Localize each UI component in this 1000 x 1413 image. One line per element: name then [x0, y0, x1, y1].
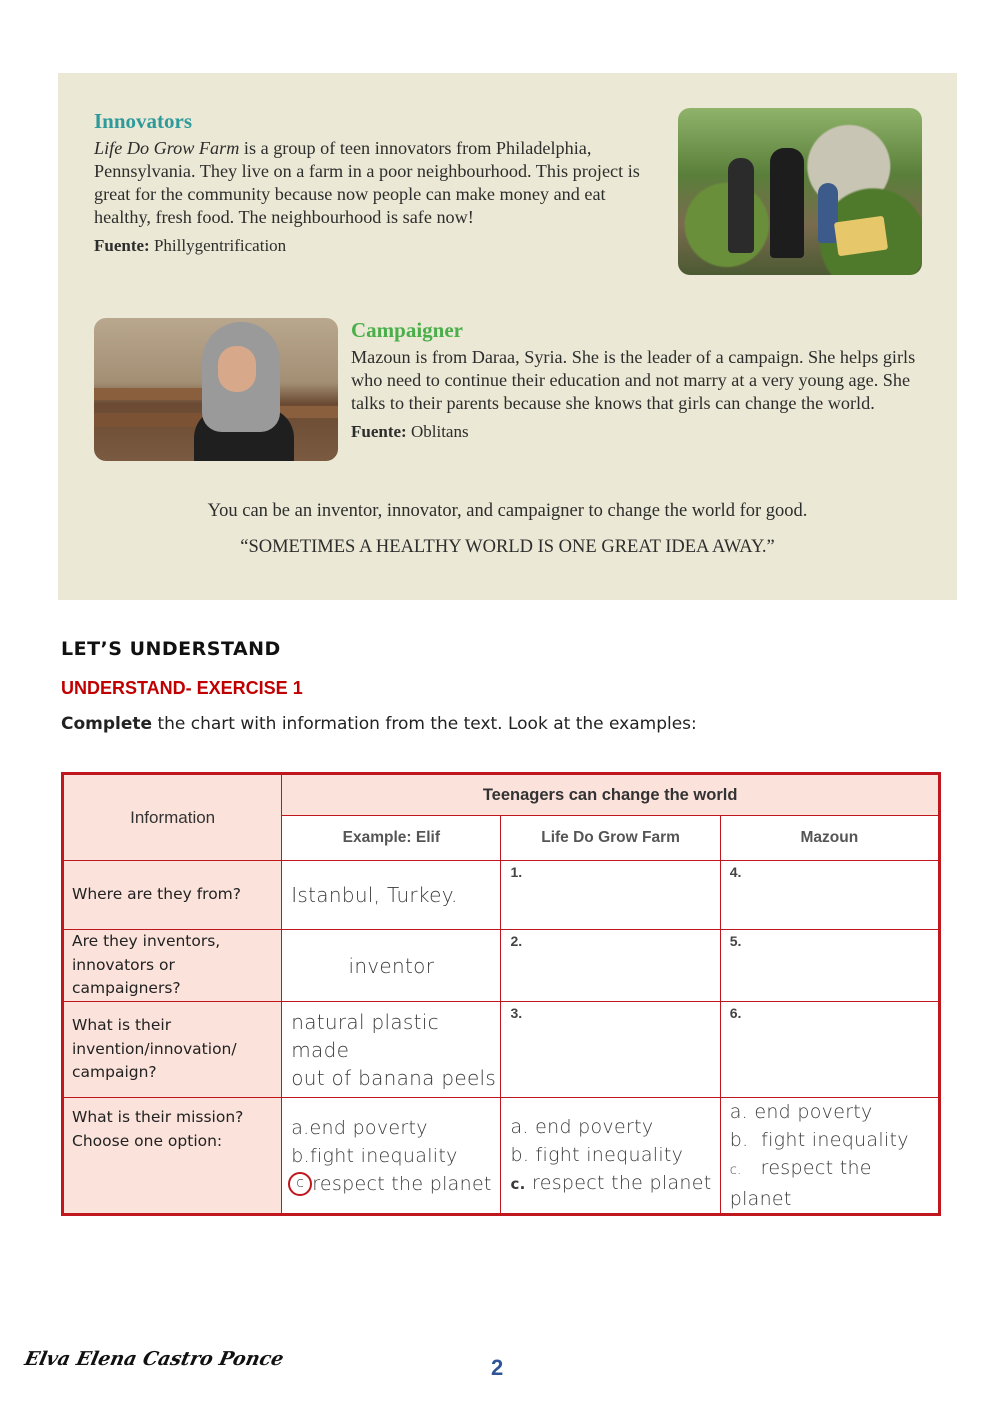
example-invention-text — [282, 1008, 500, 1092]
answer-number-2: 2. — [510, 933, 523, 949]
campaigner-source — [351, 420, 926, 443]
section-title: LET’S UNDERSTAND — [61, 638, 281, 660]
example-option-a: a.end poverty — [291, 1116, 428, 1139]
question-invention: What is their invention/innovation/ campaign? — [63, 1002, 282, 1098]
mazoun-mission-options — [720, 1098, 939, 1215]
campaigner-title: Campaigner — [351, 318, 463, 342]
example-answer-from — [282, 861, 501, 930]
innovators-text — [94, 137, 664, 257]
example-name: Elif — [415, 829, 441, 846]
answer-number-5: 5. — [729, 933, 742, 949]
example-prefix: Example: — [342, 829, 416, 846]
example-from-text: Istanbul, Turkey. — [291, 883, 458, 907]
mazoun-options-list — [721, 1098, 938, 1213]
answer-cell-5[interactable] — [720, 930, 939, 1002]
innovators-body: is a group of teen innovators from Philadelphia, Pennsylvania. They live on a farm in a poor neighbourhood. This project is great for the community because now people can make money and eat healthy, fresh food. The neighbourhood is safe now! — [94, 138, 640, 227]
innovators-source-label: Fuente: — [94, 236, 150, 255]
col2-label: Life Do Grow Farm — [541, 829, 680, 846]
answer-cell-1[interactable] — [501, 861, 720, 930]
example-mission-options — [282, 1098, 501, 1215]
instruction — [61, 714, 697, 734]
example-option-b: b.fight inequality — [291, 1144, 458, 1167]
innovators-title: Innovators — [94, 109, 193, 133]
reading-panel — [58, 73, 957, 600]
answer-cell-3[interactable] — [501, 1002, 720, 1098]
campaigner-photo — [94, 318, 338, 461]
farm-option-b[interactable]: b. fight inequality — [510, 1144, 684, 1166]
col-header-mazoun — [720, 816, 939, 861]
answer-cell-6[interactable] — [720, 1002, 939, 1098]
col3-label: Mazoun — [800, 829, 859, 846]
question-from: Where are they from? — [63, 861, 282, 930]
campaigner-body: Mazoun is from Daraa, Syria. She is the leader of a campaign. She helps girls who need to continue their education and not marry at a very young age. She talks to their parents because she knows that girls can change the world. — [351, 347, 916, 413]
instruction-bold: Complete — [61, 714, 153, 734]
campaigner-source-label: Fuente: — [351, 422, 407, 441]
farm-mission-options — [501, 1098, 720, 1215]
farm-options-list — [501, 1113, 719, 1198]
mazoun-option-b[interactable]: b. fight inequality — [729, 1129, 909, 1151]
farm-photo — [678, 108, 922, 275]
question-mission-line1: What is their mission? — [72, 1108, 244, 1126]
exercise-title: UNDERSTAND- EXERCISE 1 — [61, 678, 303, 698]
farm-option-a[interactable]: a. end poverty — [510, 1116, 654, 1138]
answer-cell-4[interactable] — [720, 861, 939, 930]
example-options-list — [282, 1114, 500, 1198]
information-header: Information — [63, 774, 282, 861]
campaigner-text — [351, 346, 926, 443]
innovators-source — [94, 234, 664, 257]
farm-option-c[interactable]: c. respect the planet — [510, 1172, 712, 1194]
mazoun-option-a[interactable]: a. end poverty — [729, 1101, 873, 1123]
answer-number-3: 3. — [510, 1005, 523, 1021]
quote: “SOMETIMES A HEALTHY WORLD IS ONE GREAT IDEA AWAY.” — [240, 537, 775, 557]
page-number: 2 — [491, 1355, 504, 1380]
circled-answer-icon: c — [288, 1172, 312, 1196]
example-invention-line2: out of banana peels — [291, 1065, 497, 1090]
question-type: Are they inventors, innovators or campaigners? — [63, 930, 282, 1002]
innovators-name: Life Do Grow Farm — [94, 138, 240, 158]
question-mission-line2: Choose one option: — [72, 1131, 223, 1150]
col-header-life-do-grow-farm — [501, 816, 720, 861]
example-invention-line1: natural plastic made — [291, 1009, 439, 1062]
example-column-header — [282, 816, 501, 861]
example-option-c: c respect the planet — [291, 1170, 500, 1198]
answer-number-1: 1. — [510, 864, 523, 880]
campaigner-source-value: Oblitans — [406, 422, 469, 441]
answer-number-6: 6. — [729, 1005, 742, 1021]
question-mission — [63, 1098, 282, 1215]
example-type-text: inventor — [348, 953, 435, 978]
group-header: Teenagers can change the world — [282, 774, 940, 816]
innovators-source-value: Phillygentrification — [149, 236, 287, 255]
example-answer-type — [282, 930, 501, 1002]
closing-line: You can be an inventor, innovator, and campaigner to change the world for good. — [207, 501, 808, 521]
example-answer-invention — [282, 1002, 501, 1098]
instruction-rest: the chart with information from the text. Look at the examples: — [152, 714, 697, 734]
answer-number-4: 4. — [729, 864, 742, 880]
exercise-chart — [61, 772, 941, 1216]
answer-cell-2[interactable] — [501, 930, 720, 1002]
author-signature: Elva Elena Castro Ponce — [22, 1348, 286, 1370]
mazoun-option-c[interactable]: c. respect the planet — [729, 1157, 872, 1210]
